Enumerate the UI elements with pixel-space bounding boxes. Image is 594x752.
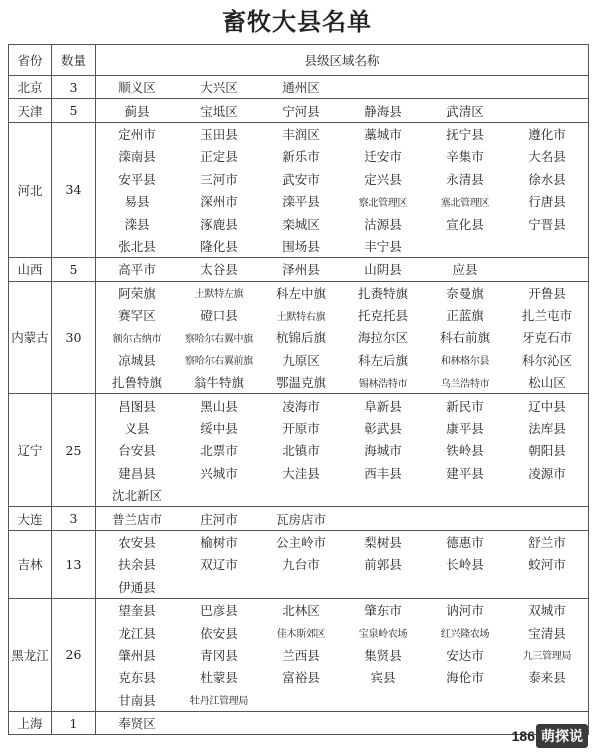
county-name: 昌图县 xyxy=(118,398,156,414)
county-name: 武安市 xyxy=(282,171,320,187)
county-name: 彰武县 xyxy=(364,421,402,437)
county-name: 蓟县 xyxy=(124,103,150,119)
county-name: 北镇市 xyxy=(282,443,320,459)
county-name: 科左后旗 xyxy=(357,352,408,368)
county-name: 建昌县 xyxy=(118,465,156,481)
header-province: 省份 xyxy=(9,45,52,76)
county-name: 绥中县 xyxy=(200,421,238,437)
county-name: 深州市 xyxy=(200,194,238,210)
county-name: 海拉尔区 xyxy=(357,330,408,346)
watermark-brand: 萌探说 xyxy=(536,724,588,748)
county-name: 牡丹江管理局 xyxy=(189,696,249,708)
table-row xyxy=(9,281,589,394)
county-name: 青冈县 xyxy=(200,647,238,663)
county-name: 宁河县 xyxy=(282,103,320,119)
county-name: 扎兰屯市 xyxy=(521,308,572,324)
table-row xyxy=(9,530,589,598)
county-name: 开原市 xyxy=(282,421,320,437)
county-name: 高平市 xyxy=(118,262,156,278)
province-cell: 吉林 xyxy=(9,530,52,598)
county-line xyxy=(96,123,588,145)
county-name: 围场县 xyxy=(282,238,320,254)
county-name: 大名县 xyxy=(528,149,566,165)
county-name: 义县 xyxy=(124,421,150,437)
county-line xyxy=(96,99,588,121)
county-name: 海伦市 xyxy=(446,670,484,686)
county-name: 宾县 xyxy=(370,670,396,686)
county-name: 塞北管理区 xyxy=(440,197,490,209)
county-name: 行唐县 xyxy=(528,194,566,210)
county-name: 奈曼旗 xyxy=(446,285,484,301)
count-cell: 3 xyxy=(52,76,96,99)
county-name: 迁安市 xyxy=(364,149,402,165)
county-name: 泰来县 xyxy=(528,670,566,686)
table-row xyxy=(9,99,589,122)
county-name: 舒兰市 xyxy=(528,535,566,550)
county-line xyxy=(96,145,588,167)
province-cell: 内蒙古 xyxy=(9,281,52,394)
county-name: 赛罕区 xyxy=(118,308,156,324)
county-name: 应县 xyxy=(452,262,478,278)
county-name: 定兴县 xyxy=(364,171,402,187)
county-name: 徐水县 xyxy=(528,171,566,187)
county-name: 大洼县 xyxy=(282,465,320,481)
county-name: 农安县 xyxy=(118,535,156,550)
county-name: 大兴区 xyxy=(200,80,238,96)
table-row xyxy=(9,258,589,281)
counties-cell xyxy=(96,507,589,530)
county-name: 乌兰浩特市 xyxy=(440,378,490,390)
count-cell: 5 xyxy=(52,258,96,281)
table-row xyxy=(9,76,589,99)
county-name: 武清区 xyxy=(446,103,484,119)
county-name: 滦县 xyxy=(124,216,150,232)
county-name: 正蓝旗 xyxy=(446,308,484,324)
county-name: 新乐市 xyxy=(282,149,320,165)
county-name: 安达市 xyxy=(446,647,484,663)
county-line xyxy=(96,576,588,598)
county-line xyxy=(96,507,588,529)
county-name: 前郭县 xyxy=(364,557,402,573)
county-name: 宁晋县 xyxy=(528,216,566,232)
county-name: 扎鲁特旗 xyxy=(111,375,162,391)
county-name: 克东县 xyxy=(118,670,156,686)
county-name: 榆树市 xyxy=(200,535,238,550)
county-name: 扎赉特旗 xyxy=(357,285,408,301)
county-line xyxy=(96,326,588,348)
county-name: 丰润区 xyxy=(282,126,320,142)
county-name: 察哈尔右翼中旗 xyxy=(185,333,253,345)
county-line xyxy=(96,212,588,234)
province-cell: 上海 xyxy=(9,711,52,734)
county-name: 集贤县 xyxy=(364,647,402,663)
county-line xyxy=(96,462,588,484)
county-name: 托克托县 xyxy=(357,308,408,324)
county-name: 土默特右旗 xyxy=(276,311,326,323)
county-name: 张北县 xyxy=(118,238,156,254)
county-name: 巴彦县 xyxy=(200,603,238,619)
table-row xyxy=(9,598,589,711)
county-name: 通州区 xyxy=(282,80,320,96)
county-name: 讷河市 xyxy=(446,603,484,619)
county-line xyxy=(96,553,588,575)
county-name: 宝泉岭农场 xyxy=(358,629,408,641)
county-name: 阿荣旗 xyxy=(118,285,156,301)
counties-cell xyxy=(96,598,589,711)
province-cell: 北京 xyxy=(9,76,52,99)
county-name: 滦平县 xyxy=(282,194,320,210)
county-name: 西丰县 xyxy=(364,465,402,481)
county-name: 鄂温克旗 xyxy=(275,375,326,391)
county-name: 康平县 xyxy=(446,421,484,437)
county-line xyxy=(96,371,588,393)
county-name: 蛟河市 xyxy=(528,557,566,573)
county-name: 翁牛特旗 xyxy=(193,375,244,391)
page-title: 畜牧大县名单 xyxy=(222,7,372,36)
county-name: 双城市 xyxy=(528,603,566,619)
county-name: 抚宁县 xyxy=(446,126,484,142)
table-row xyxy=(9,122,589,257)
county-name: 宣化县 xyxy=(446,216,484,232)
county-line xyxy=(96,304,588,326)
county-name: 滦南县 xyxy=(118,149,156,165)
county-name: 松山区 xyxy=(528,375,566,391)
county-name: 奉贤区 xyxy=(118,716,156,732)
county-name: 察哈尔右翼前旗 xyxy=(185,356,253,368)
county-name: 兰西县 xyxy=(282,647,320,663)
count-cell: 34 xyxy=(52,122,96,257)
county-name: 长岭县 xyxy=(446,557,484,573)
county-name: 沽源县 xyxy=(364,216,402,232)
county-name: 公主岭市 xyxy=(275,535,326,550)
county-name: 新民市 xyxy=(446,398,484,414)
county-name: 兴城市 xyxy=(200,465,238,481)
county-name: 磴口县 xyxy=(200,308,238,324)
county-line xyxy=(96,282,588,304)
county-name: 沈北新区 xyxy=(111,488,162,504)
county-line xyxy=(96,417,588,439)
county-name: 丰宁县 xyxy=(364,238,402,254)
county-name: 普兰店市 xyxy=(111,511,162,527)
county-name: 铁岭县 xyxy=(446,443,484,459)
county-name: 玉田县 xyxy=(200,126,238,142)
county-line xyxy=(96,190,588,212)
county-name: 安平县 xyxy=(118,171,156,187)
watermark xyxy=(512,724,588,748)
county-name: 黑山县 xyxy=(200,398,238,414)
province-cell: 辽宁 xyxy=(9,394,52,507)
county-name: 凌海市 xyxy=(282,398,320,414)
county-name: 锡林浩特市 xyxy=(358,378,408,390)
county-line xyxy=(96,644,588,666)
county-name: 科尔沁区 xyxy=(521,352,572,368)
county-name: 依安县 xyxy=(200,625,238,641)
province-cell: 天津 xyxy=(9,99,52,122)
county-name: 科右前旗 xyxy=(439,330,490,346)
county-name: 九原区 xyxy=(282,352,320,368)
counties-cell xyxy=(96,122,589,257)
counties-cell xyxy=(96,281,589,394)
county-line xyxy=(96,235,588,257)
county-name: 顺义区 xyxy=(118,80,156,96)
header-counties: 县级区域名称 xyxy=(96,45,589,76)
county-name: 龙江县 xyxy=(118,625,156,641)
county-name: 辛集市 xyxy=(446,149,484,165)
county-name: 太谷县 xyxy=(200,262,238,278)
county-name: 正定县 xyxy=(200,149,238,165)
county-name: 察北管理区 xyxy=(358,197,408,209)
county-name: 九台市 xyxy=(282,557,320,573)
county-line xyxy=(96,666,588,688)
counties-cell xyxy=(96,99,589,122)
county-line xyxy=(96,439,588,461)
county-line xyxy=(96,621,588,643)
table-row xyxy=(9,507,589,530)
province-cell: 河北 xyxy=(9,122,52,257)
county-name: 宝清县 xyxy=(528,625,566,641)
county-line xyxy=(96,394,588,416)
county-line xyxy=(96,76,588,98)
county-line xyxy=(96,599,588,621)
count-cell: 13 xyxy=(52,530,96,598)
county-name: 藁城市 xyxy=(364,126,402,142)
county-name: 永清县 xyxy=(446,171,484,187)
county-name: 和林格尔县 xyxy=(440,356,490,368)
header-count: 数量 xyxy=(52,45,96,76)
county-name: 静海县 xyxy=(364,103,402,119)
count-cell: 5 xyxy=(52,99,96,122)
county-name: 北林区 xyxy=(282,603,320,619)
county-name: 栾城区 xyxy=(282,216,320,232)
county-name: 杜蒙县 xyxy=(200,670,238,686)
county-name: 梨树县 xyxy=(364,535,402,550)
count-cell: 30 xyxy=(52,281,96,394)
counties-cell xyxy=(96,530,589,598)
county-line xyxy=(96,531,588,553)
county-name: 额尔古纳市 xyxy=(112,333,162,345)
county-name: 牙克石市 xyxy=(521,330,572,346)
county-name: 肇东市 xyxy=(364,603,402,619)
county-name: 科左中旗 xyxy=(275,285,326,301)
county-name: 甘南县 xyxy=(118,692,156,708)
county-table xyxy=(8,44,589,735)
county-name: 山阴县 xyxy=(364,262,402,278)
county-name: 三河市 xyxy=(200,171,238,187)
county-name: 海城市 xyxy=(364,443,402,459)
county-name: 瓦房店市 xyxy=(275,511,326,527)
counties-cell xyxy=(96,258,589,281)
county-line xyxy=(96,484,588,506)
table-row xyxy=(9,394,589,507)
county-name: 土默特左旗 xyxy=(194,289,244,301)
county-name: 台安县 xyxy=(118,443,156,459)
watermark-number: 186 xyxy=(511,728,535,744)
county-name: 佳木斯郊区 xyxy=(276,629,326,641)
county-name: 富裕县 xyxy=(282,670,320,686)
county-name: 肇州县 xyxy=(118,647,156,663)
county-name: 扶余县 xyxy=(118,557,156,573)
count-cell: 1 xyxy=(52,711,96,734)
county-name: 隆化县 xyxy=(200,238,238,254)
county-line xyxy=(96,168,588,190)
province-cell: 大连 xyxy=(9,507,52,530)
county-name: 易县 xyxy=(124,194,150,210)
county-name: 九三管理局 xyxy=(522,651,572,663)
county-name: 北票市 xyxy=(200,443,238,459)
count-cell: 26 xyxy=(52,598,96,711)
county-line xyxy=(96,349,588,371)
county-name: 凉城县 xyxy=(118,352,156,368)
county-name: 法库县 xyxy=(528,421,566,437)
county-name: 凌源市 xyxy=(528,465,566,481)
county-name: 涿鹿县 xyxy=(200,216,238,232)
counties-cell xyxy=(96,394,589,507)
county-name: 庄河市 xyxy=(200,511,238,527)
county-name: 杭锦后旗 xyxy=(275,330,326,346)
county-name: 朝阳县 xyxy=(528,443,566,459)
county-name: 红兴隆农场 xyxy=(440,629,490,641)
county-name: 双辽市 xyxy=(200,557,238,573)
table-row xyxy=(9,711,589,734)
county-name: 阜新县 xyxy=(364,398,402,414)
county-name: 伊通县 xyxy=(118,579,156,595)
province-cell: 黑龙江 xyxy=(9,598,52,711)
county-line xyxy=(96,258,588,280)
county-name: 德惠市 xyxy=(446,535,484,550)
count-cell: 3 xyxy=(52,507,96,530)
county-name: 遵化市 xyxy=(528,126,566,142)
counties-cell xyxy=(96,76,589,99)
county-line xyxy=(96,689,588,711)
county-name: 宝坻区 xyxy=(200,103,238,119)
table-body xyxy=(9,76,589,735)
county-name: 泽州县 xyxy=(282,262,320,278)
county-name: 望奎县 xyxy=(118,603,156,619)
header-row xyxy=(9,45,589,76)
county-name: 辽中县 xyxy=(528,398,566,414)
county-name: 开鲁县 xyxy=(528,285,566,301)
province-cell: 山西 xyxy=(9,258,52,281)
county-name: 建平县 xyxy=(446,465,484,481)
count-cell: 25 xyxy=(52,394,96,507)
county-name: 定州市 xyxy=(118,126,156,142)
